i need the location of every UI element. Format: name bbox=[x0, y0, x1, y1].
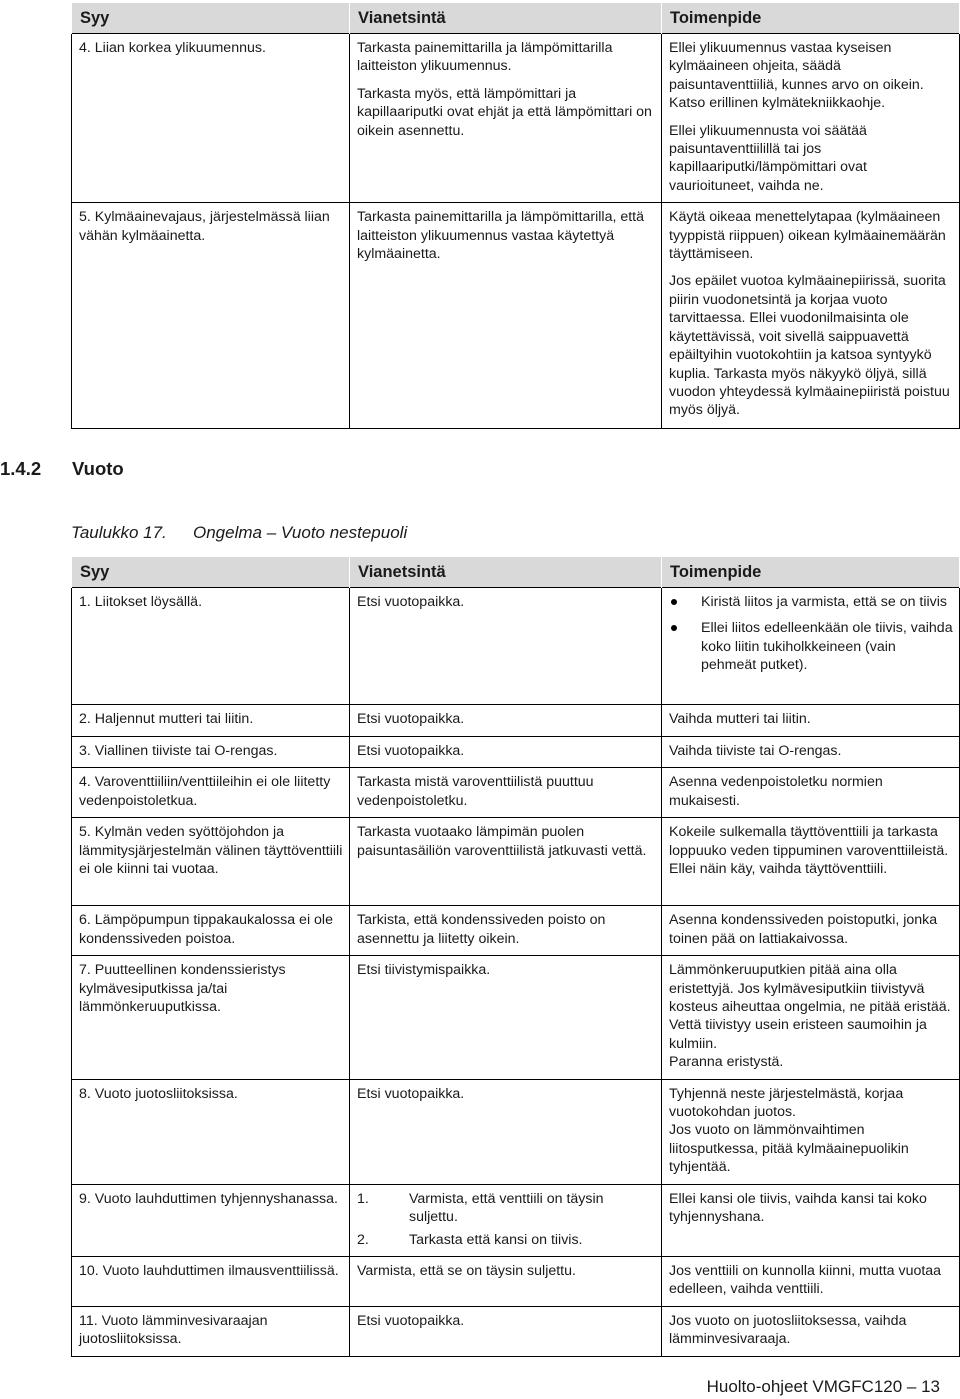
page-footer: Huolto-ohjeet VMGFC120 – 13 bbox=[706, 1377, 940, 1396]
header-cause: Syy bbox=[72, 557, 350, 588]
diagnosis-cell: Etsi vuotopaikka. bbox=[350, 737, 662, 768]
diagnosis-cell: Etsi vuotopaikka. bbox=[350, 1306, 662, 1356]
action-cell bbox=[662, 1079, 960, 1184]
action-bullet-list bbox=[669, 593, 953, 675]
header-action: Toimenpide bbox=[662, 3, 960, 34]
action-cell bbox=[662, 34, 960, 203]
action-text: Jos epäilet vuotoa kylmäainepiirissä, suorita piirin vuodonetsintä ja korjaa vuoto tarvittaessa. Ellei vuodonilmaisinta ole käytettävissä, voit sivellä saippuavettä epäiltyihin vuotokohtiin ja katsoa syntyykö kuplia. Tarkasta myös näkyykö öljyä, sillä vuodon yhteydessä kylmäainepiiristä poistuu myös öljyä. bbox=[669, 273, 950, 419]
diagnosis-cell: Tarkista, että kondenssiveden poisto on asennettu ja liitetty oikein. bbox=[350, 906, 662, 956]
caption-text: Ongelma – Vuoto nestepuoli bbox=[193, 523, 408, 542]
table-row bbox=[72, 588, 960, 705]
action-cell bbox=[662, 203, 960, 429]
diagnosis-cell bbox=[350, 34, 662, 203]
cause-cell: 8. Vuoto juotosliitoksissa. bbox=[72, 1079, 350, 1184]
table-header-row bbox=[72, 557, 960, 588]
header-action: Toimenpide bbox=[662, 557, 960, 588]
bullet-item: Ellei liitos edelleenkään ole tiivis, vaihda koko liitin tukiholkkeineen (vain pehmeät putket). bbox=[669, 619, 953, 674]
action-cell: Vaihda mutteri tai liitin. bbox=[662, 705, 960, 737]
table-row bbox=[72, 1256, 960, 1306]
caption-label: Taulukko 17. bbox=[71, 523, 167, 542]
diagnosis-cell: Varmista, että se on täysin suljettu. bbox=[350, 1256, 662, 1306]
table-header-row bbox=[72, 3, 960, 34]
diagnosis-cell: Etsi vuotopaikka. bbox=[350, 705, 662, 737]
action-cell: Jos venttiili on kunnolla kiinni, mutta vuotaa edelleen, vaihda venttiili. bbox=[662, 1256, 960, 1306]
diagnosis-cell bbox=[350, 203, 662, 429]
action-cell bbox=[662, 588, 960, 705]
table-row bbox=[72, 956, 960, 1079]
diagnosis-text: Tarkasta painemittarilla ja lämpömittarilla laitteiston ylikuumennus. bbox=[357, 40, 613, 75]
cause-cell: 2. Haljennut mutteri tai liitin. bbox=[72, 705, 350, 737]
action-text: Ellei ylikuumennus vastaa kyseisen kylmäaineen ohjeita, säädä paisuntaventtiiliä, kunnes arvo on oikein. Katso erillinen kylmätekniikkaohje. bbox=[669, 40, 924, 112]
cause-cell: 6. Lämpöpumpun tippakaukalossa ei ole kondenssiveden poistoa. bbox=[72, 906, 350, 956]
diagnosis-text: Tarkasta painemittarilla ja lämpömittarilla, että laitteiston ylikuumennus vastaa käytettyä kylmäainetta. bbox=[357, 209, 645, 263]
diagnosis-cell bbox=[350, 1184, 662, 1256]
action-cell: Vaihda tiiviste tai O-rengas. bbox=[662, 737, 960, 768]
diagnosis-steps bbox=[357, 1190, 655, 1249]
cause-cell: 9. Vuoto lauhduttimen tyhjennyshanassa. bbox=[72, 1184, 350, 1256]
diagnosis-cell: Etsi vuotopaikka. bbox=[350, 1079, 662, 1184]
cause-cell: 3. Viallinen tiiviste tai O-rengas. bbox=[72, 737, 350, 768]
action-text: Ellei ylikuumennusta voi säätää paisuntaventtiilillä tai jos kapillaariputki/lämpömittari ovat vaurioituneet, vaihda ne. bbox=[669, 122, 867, 194]
bullet-item: Kiristä liitos ja varmista, että se on tiivis bbox=[669, 593, 953, 611]
cause-cell: 5. Kylmän veden syöttöjohdon ja lämmitysjärjestelmän välinen täyttöventtiili ei ole kiinni tai vuotaa. bbox=[72, 818, 350, 906]
section-number: 1.4.2 bbox=[0, 458, 42, 479]
cause-cell: 4. Liian korkea ylikuumennus. bbox=[72, 34, 350, 203]
step-number: 2. bbox=[357, 1231, 369, 1248]
step-number: 1. bbox=[357, 1190, 369, 1207]
cause-cell: 4. Varoventtiiliin/venttiileihin ei ole liitetty vedenpoistoletkua. bbox=[72, 768, 350, 818]
troubleshooting-table-top bbox=[71, 3, 960, 429]
table-row bbox=[72, 906, 960, 956]
diagnosis-cell: Etsi tiivistymispaikka. bbox=[350, 956, 662, 1079]
diagnosis-cell: Tarkasta vuotaako lämpimän puolen paisuntasäiliön varoventtiilistä jatkuvasti vettä. bbox=[350, 818, 662, 906]
table-caption bbox=[71, 523, 407, 543]
table-row bbox=[72, 1306, 960, 1356]
cause-cell: 11. Vuoto lämminvesivaraajan juotosliitoksissa. bbox=[72, 1306, 350, 1356]
action-cell: Asenna vedenpoistoletku normien mukaisesti. bbox=[662, 768, 960, 818]
cause-cell: 1. Liitokset löysällä. bbox=[72, 588, 350, 705]
diagnosis-cell: Etsi vuotopaikka. bbox=[350, 588, 662, 705]
step-text: Varmista, että venttiili on täysin suljettu. bbox=[409, 1190, 604, 1226]
step-item bbox=[357, 1231, 655, 1249]
table-row bbox=[72, 737, 960, 768]
header-cause: Syy bbox=[72, 3, 350, 34]
action-text: Tyhjennä neste järjestelmästä, korjaa vuotokohdan juotos. bbox=[669, 1085, 904, 1121]
action-text: Jos vuoto on lämmönvaihtimen liitosputkessa, pitää kylmäainepuolikin tyhjentää. bbox=[669, 1122, 909, 1176]
action-cell: Ellei kansi ole tiivis, vaihda kansi tai koko tyhjennyshana. bbox=[662, 1184, 960, 1256]
section-heading bbox=[0, 458, 124, 480]
step-text: Tarkasta että kansi on tiivis. bbox=[409, 1231, 583, 1248]
table-row bbox=[72, 1184, 960, 1256]
action-text: Käytä oikeaa menettelytapaa (kylmäaineen tyyppistä riippuen) oikean kylmäainemäärän täyttämiseen. bbox=[669, 209, 946, 263]
cause-cell: 10. Vuoto lauhduttimen ilmausventtiilissä. bbox=[72, 1256, 350, 1306]
table-row bbox=[72, 768, 960, 818]
action-text: Paranna eristystä. bbox=[669, 1054, 784, 1071]
section-title: Vuoto bbox=[72, 458, 124, 479]
table-row bbox=[72, 1079, 960, 1184]
header-diagnosis: Vianetsintä bbox=[350, 3, 662, 34]
cause-cell: 7. Puutteellinen kondenssieristys kylmävesiputkissa ja/tai lämmönkeruuputkissa. bbox=[72, 956, 350, 1079]
cause-cell: 5. Kylmäainevajaus, järjestelmässä liian vähän kylmäainetta. bbox=[72, 203, 350, 429]
step-item bbox=[357, 1190, 655, 1227]
diagnosis-cell: Tarkasta mistä varoventtiilistä puuttuu vedenpoistoletku. bbox=[350, 768, 662, 818]
action-cell: Jos vuoto on juotosliitoksessa, vaihda lämminvesivaraaja. bbox=[662, 1306, 960, 1356]
action-cell: Kokeile sulkemalla täyttöventtiili ja tarkasta loppuuko veden tippuminen varoventtiileistä. Ellei näin käy, vaihda täyttöventtiili. bbox=[662, 818, 960, 906]
action-text: Lämmönkeruuputkien pitää aina olla eristettyjä. Jos kylmävesiputkiin tiivistyvä kosteus aiheuttaa ongelmia, ne pitää eristää. Vettä tiivistyy usein eristeen saumoihin ja kulmiin. bbox=[669, 962, 951, 1052]
action-cell: Asenna kondenssiveden poistoputki, jonka toinen pää on lattiakaivossa. bbox=[662, 906, 960, 956]
diagnosis-text: Tarkasta myös, että lämpömittari ja kapillaariputki ovat ehjät ja että lämpömittari on oikein asennettu. bbox=[357, 85, 652, 139]
leak-table bbox=[71, 557, 960, 1357]
header-diagnosis: Vianetsintä bbox=[350, 557, 662, 588]
table-row bbox=[72, 203, 960, 429]
action-cell bbox=[662, 956, 960, 1079]
table-row bbox=[72, 34, 960, 203]
table-row bbox=[72, 818, 960, 906]
table-row bbox=[72, 705, 960, 737]
